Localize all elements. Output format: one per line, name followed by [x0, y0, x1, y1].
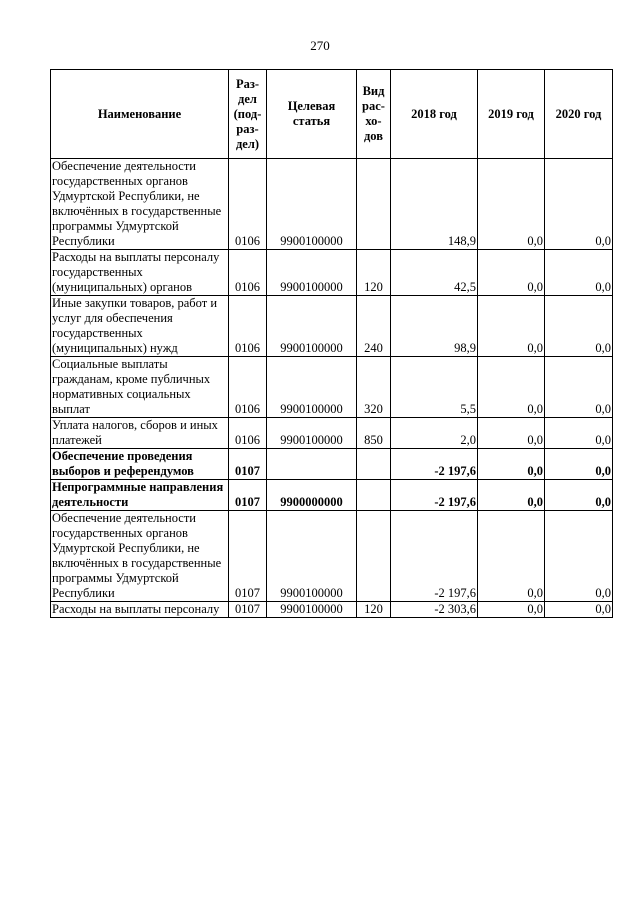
row-2018: 98,9 — [391, 296, 478, 357]
row-2020: 0,0 — [545, 449, 613, 480]
row-2018: -2 197,6 — [391, 511, 478, 602]
row-celevaya: 9900100000 — [267, 602, 357, 618]
header-2019: 2019 год — [478, 70, 545, 159]
row-razdel: 0107 — [229, 449, 267, 480]
row-celevaya: 9900100000 — [267, 357, 357, 418]
row-razdel: 0106 — [229, 250, 267, 296]
row-celevaya: 9900100000 — [267, 511, 357, 602]
row-2018: 2,0 — [391, 418, 478, 449]
row-2020: 0,0 — [545, 480, 613, 511]
row-2019: 0,0 — [478, 250, 545, 296]
row-celevaya: 9900000000 — [267, 480, 357, 511]
row-name: Социальные выплаты гражданам, кроме публичных нормативных социальных выплат — [51, 357, 229, 418]
row-2018: -2 197,6 — [391, 449, 478, 480]
row-name: Непрограммные направления деятельности — [51, 480, 229, 511]
row-2019: 0,0 — [478, 296, 545, 357]
row-2019: 0,0 — [478, 480, 545, 511]
row-2020: 0,0 — [545, 296, 613, 357]
row-razdel: 0107 — [229, 480, 267, 511]
row-name: Расходы на выплаты персоналу государственных (муниципальных) органов — [51, 250, 229, 296]
budget-table — [50, 69, 613, 618]
row-razdel: 0106 — [229, 296, 267, 357]
row-vid — [357, 511, 391, 602]
row-vid: 320 — [357, 357, 391, 418]
row-vid: 120 — [357, 250, 391, 296]
row-razdel: 0107 — [229, 602, 267, 618]
table-row — [51, 480, 613, 511]
row-razdel: 0107 — [229, 511, 267, 602]
row-celevaya: 9900100000 — [267, 250, 357, 296]
table-row — [51, 357, 613, 418]
row-2020: 0,0 — [545, 602, 613, 618]
row-2019: 0,0 — [478, 357, 545, 418]
page-number: 270 — [310, 38, 330, 53]
row-vid: 240 — [357, 296, 391, 357]
row-2020: 0,0 — [545, 159, 613, 250]
table-row — [51, 296, 613, 357]
table-row — [51, 511, 613, 602]
row-2020: 0,0 — [545, 357, 613, 418]
header-celevaya: Целевая статья — [267, 70, 357, 159]
row-vid — [357, 480, 391, 511]
header-2020: 2020 год — [545, 70, 613, 159]
row-2020: 0,0 — [545, 511, 613, 602]
row-name: Расходы на выплаты персоналу — [51, 602, 229, 618]
row-name: Уплата налогов, сборов и иных платежей — [51, 418, 229, 449]
row-vid — [357, 159, 391, 250]
row-vid: 120 — [357, 602, 391, 618]
row-name: Обеспечение деятельности государственных органов Удмуртской Республики, не включённых в государственные программы Удмуртской Республики — [51, 511, 229, 602]
row-2019: 0,0 — [478, 602, 545, 618]
table-row — [51, 159, 613, 250]
row-name: Обеспечение деятельности государственных органов Удмуртской Республики, не включённых в государственные программы Удмуртской Республики — [51, 159, 229, 250]
row-name: Обеспечение проведения выборов и референдумов — [51, 449, 229, 480]
table-header-row — [51, 70, 613, 159]
row-celevaya: 9900100000 — [267, 296, 357, 357]
row-2019: 0,0 — [478, 511, 545, 602]
row-2018: 5,5 — [391, 357, 478, 418]
table-row — [51, 250, 613, 296]
row-2018: -2 197,6 — [391, 480, 478, 511]
row-celevaya: 9900100000 — [267, 418, 357, 449]
row-2019: 0,0 — [478, 418, 545, 449]
header-name: Наименование — [51, 70, 229, 159]
row-2019: 0,0 — [478, 449, 545, 480]
row-razdel: 0106 — [229, 418, 267, 449]
row-razdel: 0106 — [229, 159, 267, 250]
row-name: Иные закупки товаров, работ и услуг для обеспечения государственных (муниципальных) нужд — [51, 296, 229, 357]
row-2018: 42,5 — [391, 250, 478, 296]
table-row — [51, 418, 613, 449]
header-vid: Вид рас- хо- дов — [357, 70, 391, 159]
row-celevaya — [267, 449, 357, 480]
row-vid — [357, 449, 391, 480]
header-razdel: Раз- дел (под- раз- дел) — [229, 70, 267, 159]
row-2019: 0,0 — [478, 159, 545, 250]
header-2018: 2018 год — [391, 70, 478, 159]
row-celevaya: 9900100000 — [267, 159, 357, 250]
row-2018: 148,9 — [391, 159, 478, 250]
row-2018: -2 303,6 — [391, 602, 478, 618]
table-row — [51, 602, 613, 618]
row-vid: 850 — [357, 418, 391, 449]
table-row — [51, 449, 613, 480]
row-razdel: 0106 — [229, 357, 267, 418]
row-2020: 0,0 — [545, 418, 613, 449]
row-2020: 0,0 — [545, 250, 613, 296]
